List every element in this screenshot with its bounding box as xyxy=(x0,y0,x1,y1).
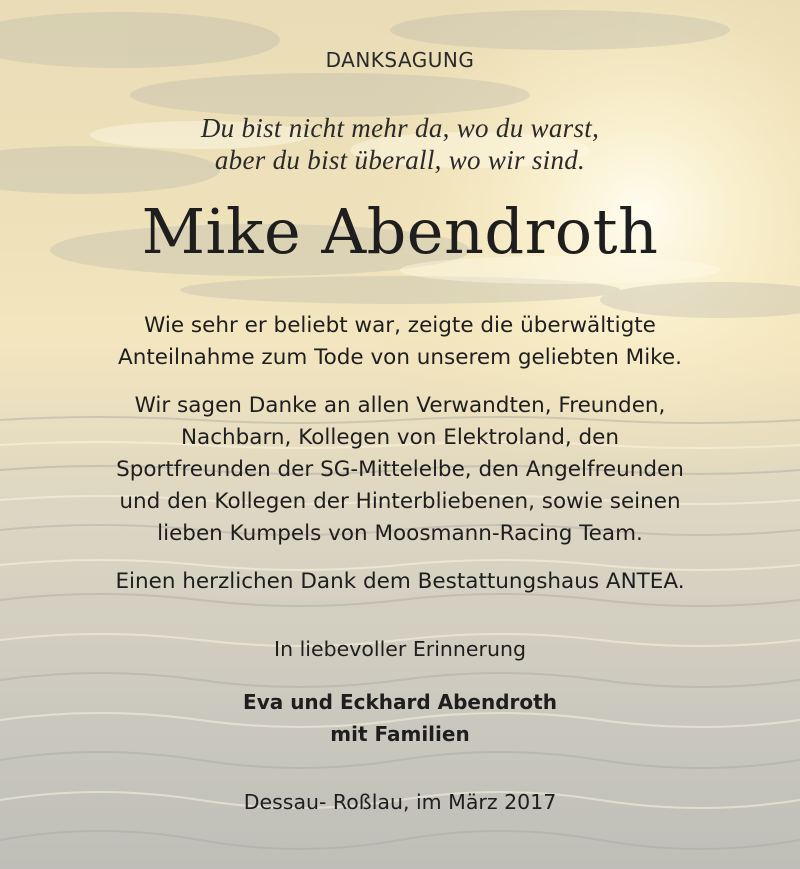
paragraph-line: Sportfreunden der SG-Mittelelbe, den Angelfreunden xyxy=(116,457,684,482)
place-date: Dessau- Roßlau, im März 2017 xyxy=(243,790,557,814)
signatory-line: Eva und Eckhard Abendroth xyxy=(243,690,557,714)
paragraph-line: lieben Kumpels von Moosmann-Racing Team. xyxy=(157,521,643,546)
remembrance-line: In liebevoller Erinnerung xyxy=(274,637,526,661)
paragraph-line: Wie sehr er beliebt war, zeigte die überwältigte xyxy=(144,313,656,338)
paragraph-line: Wir sagen Danke an allen Verwandten, Freunden, xyxy=(134,393,666,418)
thanks-line: Einen herzlichen Dank dem Bestattungshaus ANTEA. xyxy=(115,569,685,594)
signatory-line: mit Familien xyxy=(330,722,470,746)
deceased-name: Mike Abendroth xyxy=(141,195,659,268)
notice-heading: DANKSAGUNG xyxy=(325,48,475,72)
paragraph-line: Anteilnahme zum Tode von unserem geliebten Mike. xyxy=(118,345,682,370)
paragraph-line: und den Kollegen der Hinterbliebenen, sowie seinen xyxy=(119,489,681,514)
quote-line: Du bist nicht mehr da, wo du warst, xyxy=(200,113,600,143)
quote-line: aber du bist überall, wo wir sind. xyxy=(214,145,586,175)
paragraph-line: Nachbarn, Kollegen von Elektroland, den xyxy=(180,425,620,450)
